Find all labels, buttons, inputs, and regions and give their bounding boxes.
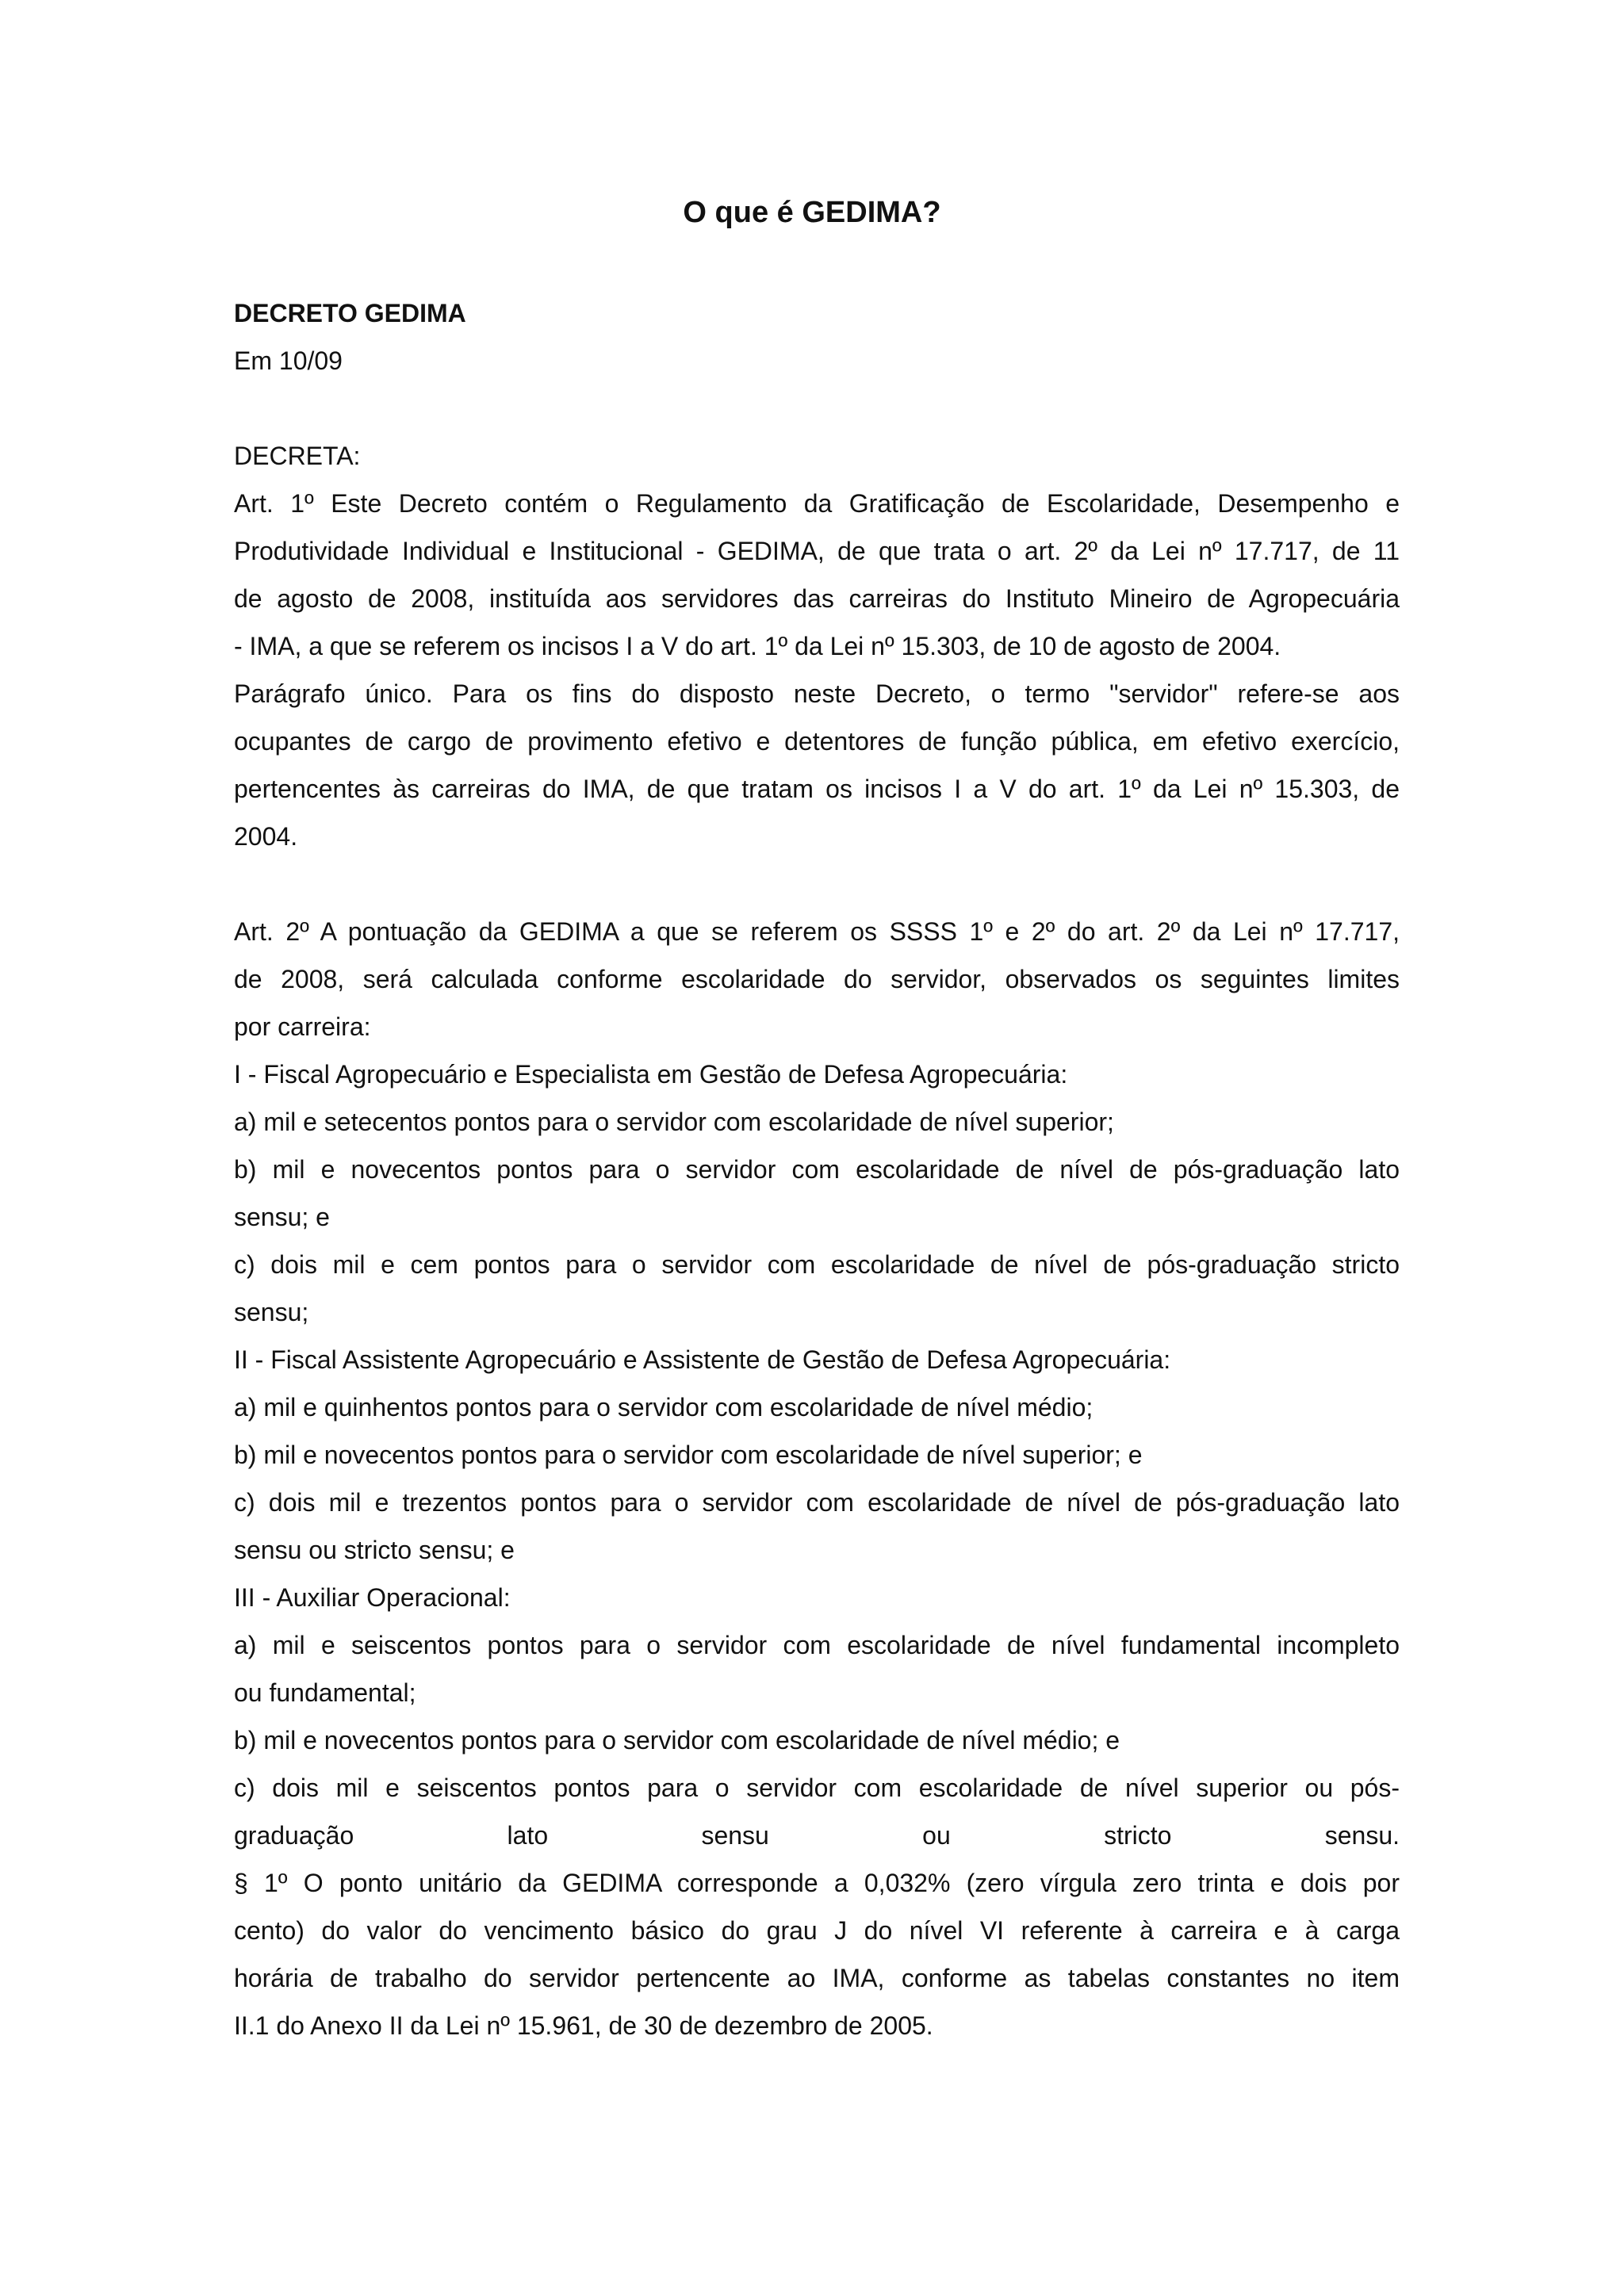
art2-line: a) mil e quinhentos pontos para o servidor com escolaridade de nível médio; xyxy=(234,1393,1094,1422)
art2-line: b) mil e novecentos pontos para o servidor com escolaridade de nível médio; e xyxy=(234,1726,1120,1755)
paragrafo-unico-line: pertencentes às carreiras do IMA, de que tratam os incisos I a V do art. 1º da Lei nº 15.303, de xyxy=(234,775,1400,803)
paragraph-1-line: cento) do valor do vencimento básico do grau J do nível VI referente à carreira e à carga xyxy=(234,1916,1400,1945)
art1-line: - IMA, a que se referem os incisos I a V do art. 1º da Lei nº 15.303, de 10 de agosto de 2004. xyxy=(234,632,1281,660)
paragrafo-unico-line: Parágrafo único. Para os fins do disposto neste Decreto, o termo "servidor" refere-se aos xyxy=(234,679,1400,708)
art2-line: Art. 2º A pontuação da GEDIMA a que se referem os SSSS 1º e 2º do art. 2º da Lei nº 17.717, xyxy=(234,917,1400,946)
art2-line: graduação lato sensu ou stricto sensu. xyxy=(234,1821,1400,1850)
art2-line: por carreira: xyxy=(234,1012,371,1041)
art2-item-heading: II - Fiscal Assistente Agropecuário e Assistente de Gestão de Defesa Agropecuária: xyxy=(234,1345,1171,1374)
page-title: O que é GEDIMA? xyxy=(683,196,941,229)
art2-line: a) mil e setecentos pontos para o servidor com escolaridade de nível superior; xyxy=(234,1108,1114,1136)
art2-line: sensu; xyxy=(234,1298,309,1326)
art2-line: de 2008, será calculada conforme escolaridade do servidor, observados os seguintes limites xyxy=(234,965,1400,993)
paragrafo-unico-line: ocupantes de cargo de provimento efetivo e detentores de função pública, em efetivo exercício, xyxy=(234,727,1400,756)
spacer xyxy=(234,385,1400,432)
paragraph-1-line: II.1 do Anexo II da Lei nº 15.961, de 30 de dezembro de 2005. xyxy=(234,2011,933,2040)
paragrafo-unico-line: 2004. xyxy=(234,822,298,851)
decree-date: Em 10/09 xyxy=(234,346,343,375)
art1-line: Art. 1º Este Decreto contém o Regulamento da Gratificação de Escolaridade, Desempenho e xyxy=(234,489,1400,518)
art2-line: c) dois mil e seiscentos pontos para o servidor com escolaridade de nível superior ou pós- xyxy=(234,1774,1400,1802)
decree-heading: DECRETO GEDIMA xyxy=(234,299,466,327)
art2-line: a) mil e seiscentos pontos para o servidor com escolaridade de nível fundamental incompleto xyxy=(234,1631,1400,1659)
art2-item-heading: I - Fiscal Agropecuário e Especialista em Gestão de Defesa Agropecuária: xyxy=(234,1060,1068,1089)
art2-line: b) mil e novecentos pontos para o servidor com escolaridade de nível superior; e xyxy=(234,1441,1143,1469)
art2-line: ou fundamental; xyxy=(234,1678,416,1707)
art2-line: b) mil e novecentos pontos para o servidor com escolaridade de nível de pós-graduação lato xyxy=(234,1155,1400,1184)
art2-line: c) dois mil e cem pontos para o servidor com escolaridade de nível de pós-graduação stricto xyxy=(234,1250,1400,1279)
spacer xyxy=(234,860,1400,908)
art1-line: Produtividade Individual e Institucional - GEDIMA, de que trata o art. 2º da Lei nº 17.717, de 11 xyxy=(234,537,1400,565)
art2-line: sensu; e xyxy=(234,1203,330,1231)
paragraph-1-line: horária de trabalho do servidor pertencente ao IMA, conforme as tabelas constantes no item xyxy=(234,1964,1400,1992)
paragraph-1-line: § 1º O ponto unitário da GEDIMA corresponde a 0,032% (zero vírgula zero trinta e dois por xyxy=(234,1869,1400,1897)
document-body xyxy=(234,289,1400,2049)
art2-line: sensu ou stricto sensu; e xyxy=(234,1536,515,1564)
decreta-label: DECRETA: xyxy=(234,442,361,470)
art1-line: de agosto de 2008, instituída aos servidores das carreiras do Instituto Mineiro de Agropecuária xyxy=(234,584,1400,613)
art2-line: c) dois mil e trezentos pontos para o servidor com escolaridade de nível de pós-graduação lato xyxy=(234,1488,1400,1517)
art2-item-heading: III - Auxiliar Operacional: xyxy=(234,1583,511,1612)
